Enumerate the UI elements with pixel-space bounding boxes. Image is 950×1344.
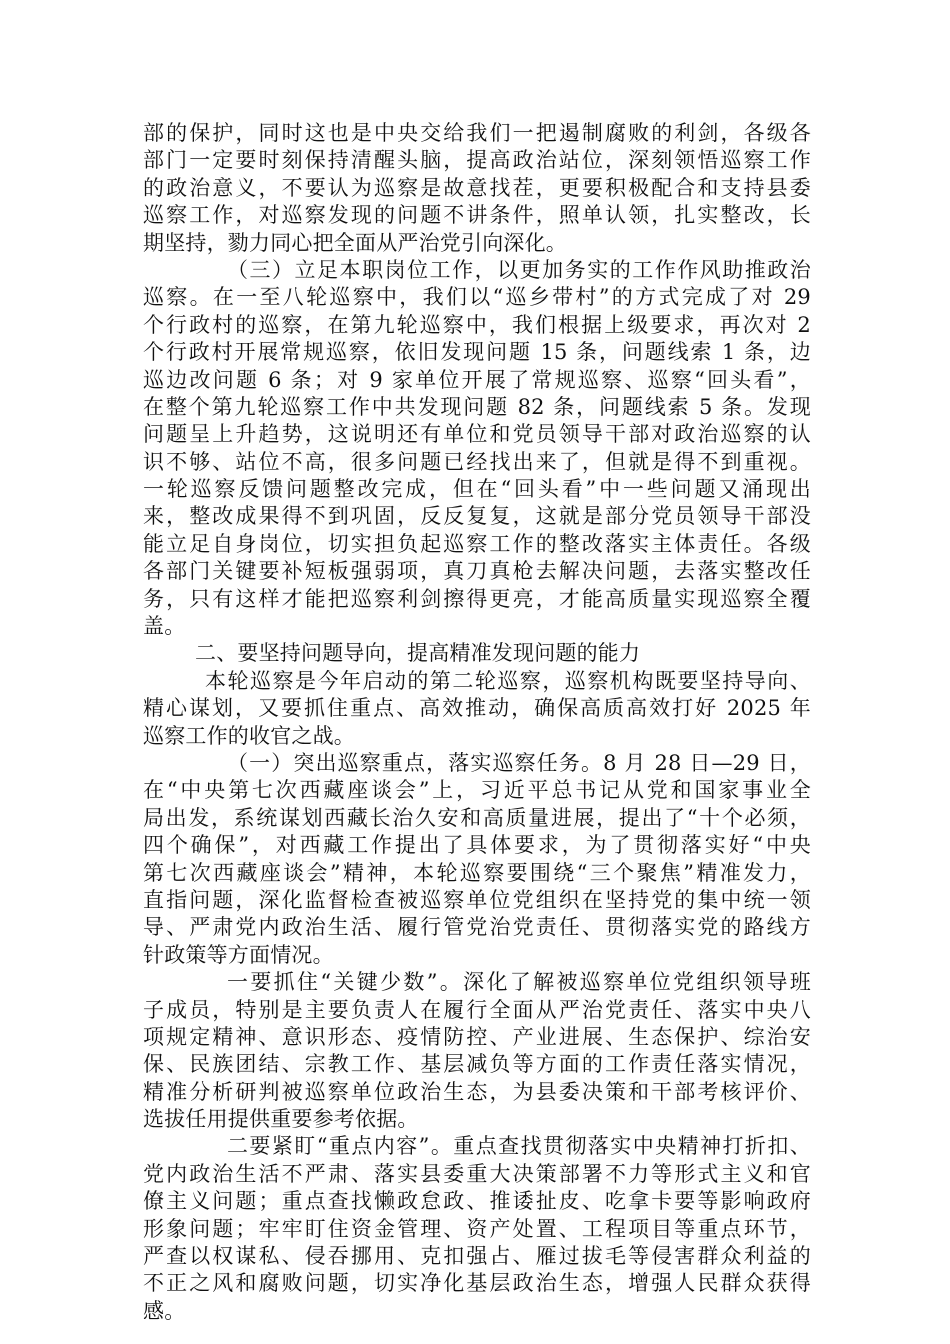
text-line: 局出发，系统谋划西藏长治久安和高质量进展，提出了“十个必须， <box>143 805 811 830</box>
text-line: 形象问题；牢牢盯住资金管理、资产处置、工程项目等重点环节， <box>143 1216 811 1241</box>
text-line: 子成员，特别是主要负责人在履行全面从严治党责任、落实中央八 <box>143 997 811 1022</box>
text-line: 巡察工作的收官之战。 <box>143 723 355 748</box>
text-line: 各部门关键要补短板强弱项，真刀真枪去解决问题，去落实整改任 <box>143 559 811 584</box>
text-line: 党内政治生活不严肃、落实县委重大决策部署不力等形式主义和官 <box>143 1161 811 1186</box>
text-line: 选拔任用提供重要参考依据。 <box>143 1107 419 1132</box>
text-line: 部门一定要时刻保持清醒头脑，提高政治站位，深刻领悟巡察工作 <box>143 148 811 173</box>
text-line: 一要抓住“关键少数”。深化了解被巡察单位党组织领导班 <box>227 970 811 995</box>
text-line: （一）突出巡察重点，落实巡察任务。8 月 28 日—29 日， <box>227 750 811 775</box>
text-line: 第七次西藏座谈会”精神，本轮巡察要围绕“三个聚焦”精准发力， <box>143 860 811 885</box>
text-line: （三）立足本职岗位工作，以更加务实的工作作风助推政治 <box>227 257 811 282</box>
text-line: 项规定精神、意识形态、疫情防控、产业进展、生态保护、综治安 <box>143 1024 811 1049</box>
text-line: 个行政村开展常规巡察，依旧发现问题 15 条，问题线索 1 条，边 <box>143 340 811 365</box>
text-line: 导、严肃党内政治生活、履行管党治党责任、贯彻落实党的路线方 <box>143 915 811 940</box>
text-line: 期坚持，勠力同心把全面从严治党引向深化。 <box>143 230 567 255</box>
text-line: 在“中央第七次西藏座谈会”上，习近平总书记从党和国家事业全 <box>143 778 811 803</box>
text-line: 巡边改问题 6 条；对 9 家单位开展了常规巡察、巡察“回头看”， <box>143 367 811 392</box>
text-line: 巡察。在一至八轮巡察中，我们以“巡乡带村”的方式完成了对 29 <box>143 285 811 310</box>
text-line: 巡察工作，对巡察发现的问题不讲条件，照单认领，扎实整改，长 <box>143 203 811 228</box>
text-line: 一轮巡察反馈问题整改完成，但在“回头看”中一些问题又涌现出 <box>143 477 811 502</box>
text-line: 二、要坚持问题导向，提高精准发现问题的能力 <box>195 641 641 666</box>
text-line: 针政策等方面情况。 <box>143 942 334 967</box>
text-line: 感。 <box>143 1298 186 1323</box>
document-body <box>143 120 811 1325</box>
text-line: 精心谋划，又要抓住重点、高效推动，确保高质高效打好 2025 年 <box>143 696 811 721</box>
text-line: 问题呈上升趋势，这说明还有单位和党员领导干部对政治巡察的认 <box>143 422 811 447</box>
text-line: 精准分析研判被巡察单位政治生态，为县委决策和干部考核评价、 <box>143 1079 811 1104</box>
text-line: 僚主义问题；重点查找懒政怠政、推诿扯皮、吃拿卡要等影响政府 <box>143 1189 811 1214</box>
text-line: 能立足自身岗位，切实担负起巡察工作的整改落实主体责任。各级 <box>143 531 811 556</box>
text-line: 本轮巡察是今年启动的第二轮巡察，巡察机构既要坚持导向、 <box>205 668 811 693</box>
text-line: 四个确保”，对西藏工作提出了具体要求，为了贯彻落实好“中央 <box>143 833 811 858</box>
text-line: 的政治意义，不要认为巡察是故意找茬，更要积极配合和支持县委 <box>143 175 811 200</box>
text-line: 务，只有这样才能把巡察利剑擦得更亮，才能高质量实现巡察全覆 <box>143 586 811 611</box>
text-line: 保、民族团结、宗教工作、基层减负等方面的工作责任落实情况， <box>143 1052 811 1077</box>
text-line: 个行政村的巡察，在第九轮巡察中，我们根据上级要求，再次对 2 <box>143 312 811 337</box>
text-line: 在整个第九轮巡察工作中共发现问题 82 条，问题线索 5 条。发现 <box>143 394 811 419</box>
text-line: 不正之风和腐败问题，切实净化基层政治生态，增强人民群众获得 <box>143 1271 811 1296</box>
text-line: 部的保护，同时这也是中央交给我们一把遏制腐败的利剑，各级各 <box>143 121 811 145</box>
text-line: 二要紧盯“重点内容”。重点查找贯彻落实中央精神打折扣、 <box>227 1134 811 1159</box>
text-line: 来，整改成果得不到巩固，反反复复，这就是部分党员领导干部没 <box>143 504 811 529</box>
text-line: 直指问题，深化监督检查被巡察单位党组织在坚持党的集中统一领 <box>143 887 811 912</box>
text-line: 盖。 <box>143 614 186 639</box>
text-line: 严查以权谋私、侵吞挪用、克扣强占、雁过拔毛等侵害群众利益的 <box>143 1244 811 1269</box>
text-line: 识不够、站位不高，很多问题已经找出来了，但就是得不到重视。 <box>143 449 811 474</box>
